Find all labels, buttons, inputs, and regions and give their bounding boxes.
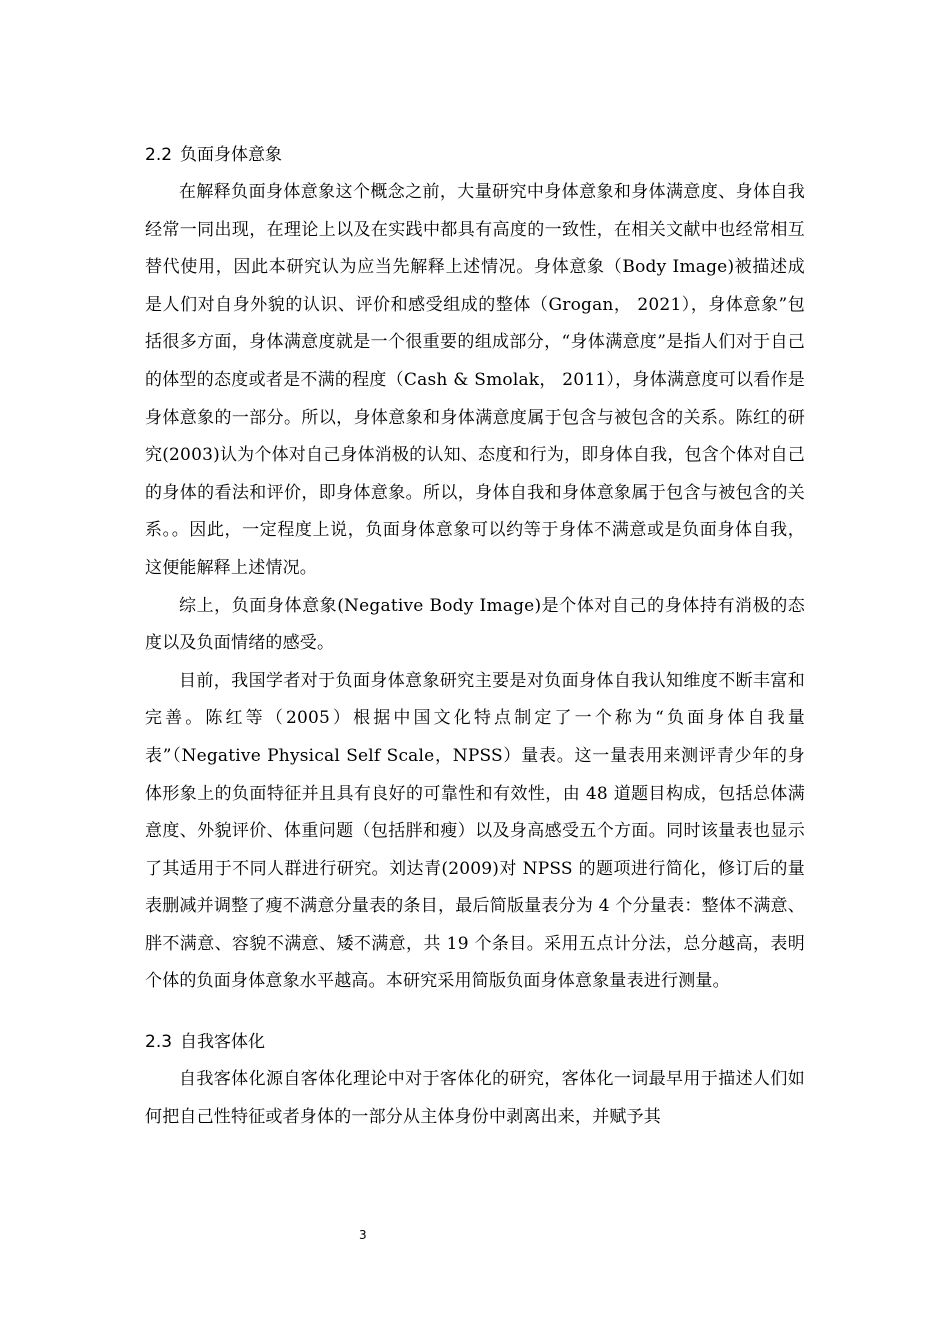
paragraph: 目前，我国学者对于负面身体意象研究主要是对负面身体自我认知维度不断丰富和完善。陈红等（2005）根据中国文化特点制定了一个称为“负面身体自我量表”（Negative Physical Self Scale，NPSS）量表。这一量表用来测评青少年的身体形象上的负面特征并且具有良好的可靠性和有效性，由 48 道题目构成，包括总体满意度、外貌评价、体重问题（包括胖和瘦）以及身高感受五个方面。同时该量表也显示了其适用于不同人群进行研究。刘达青(2009)对 NPSS 的题项进行简化，修订后的量表删减并调整了瘦不满意分量表的条目，最后简版量表分为 4 个分量表：整体不满意、胖不满意、容貌不满意、矮不满意，共 19 个条目。采用五点计分法，总分越高，表明个体的负面身体意象水平越高。本研究采用简版负面身体意象量表进行测量。 [145, 670, 805, 992]
section-number: 2.3 [145, 1032, 173, 1053]
paragraph: 在解释负面身体意象这个概念之前，大量研究中身体意象和身体满意度、身体自我经常一同出现，在理论上以及在实践中都具有高度的一致性，在相关文献中也经常相互替代使用，因此本研究认为应当先解释上述情况。身体意象（Body Image)被描述成是人们对自身外貌的认识、评价和感受组成的整体（Grogan， 2021），身体意象”包括很多方面，身体满意度就是一个很重要的组成部分，“身体满意度”是指人们对于自己的体型的态度或者是不满的程度（Cash & Smolak， 2011），身体满意度可以看作是身体意象的一部分。所以，身体意象和身体满意度属于包含与被包含的关系。陈红的研究(2003)认为个体对自己身体消极的认知、态度和行为，即身体自我，包含个体对自己的身体的看法和评价，即身体意象。所以，身体自我和身体意象属于包含与被包含的关系。。因此，一定程度上说，负面身体意象可以约等于身体不满意或是负面身体自我，这便能解释上述情况。 [145, 182, 805, 578]
section-title: 负面身体意象 [180, 145, 283, 165]
paragraph: 综上，负面身体意象(Negative Body Image)是个体对自己的身体持有消极的态度以及负面情绪的感受。 [145, 595, 805, 654]
section-title: 自我客体化 [180, 1032, 266, 1053]
document-body [145, 140, 805, 1136]
section-number: 2.2 [145, 145, 173, 165]
section-heading-2-3 [145, 1027, 805, 1057]
page-number: 3 [359, 1228, 367, 1242]
paragraph: 自我客体化源自客体化理论中对于客体化的研究，客体化一词最早用于描述人们如何把自己性特征或者身体的一部分从主体身份中剥离出来，并赋予其 [145, 1069, 805, 1127]
section-heading-2-2 [145, 140, 805, 170]
